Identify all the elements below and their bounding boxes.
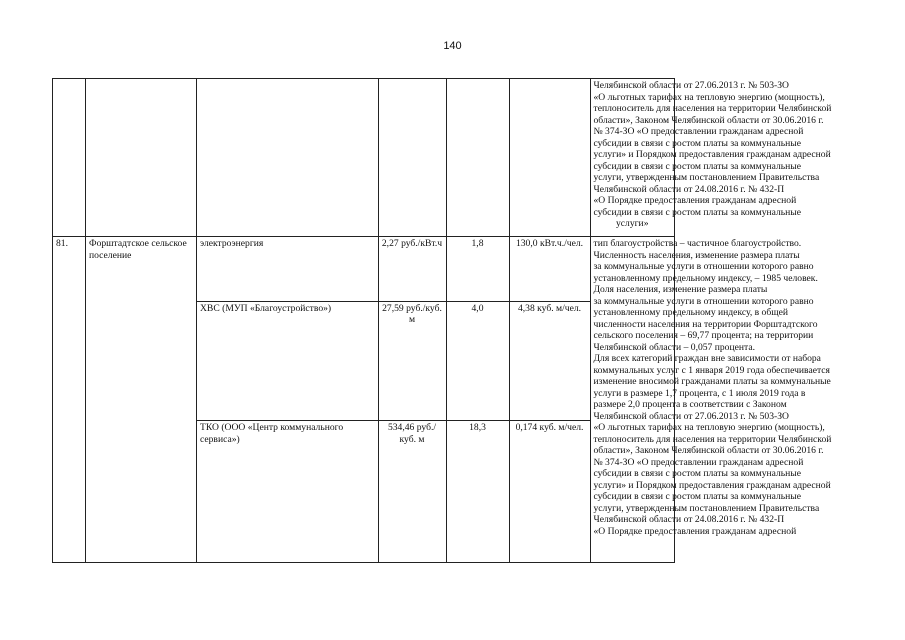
legal-text-line: Для всех категорий граждан вне зависимости от набора (593, 353, 821, 364)
legal-text-line: № 374-ЗО «О предоставлении гражданам адресной (593, 456, 804, 468)
row-number: 81. (53, 237, 86, 563)
services-subtable (197, 237, 832, 562)
legal-text-line: за коммунальные услуги в отношении которого равно (593, 261, 814, 272)
cell-services-empty (197, 79, 832, 237)
legal-text-line: услуги, утвержденным постановлением Правительства (593, 172, 820, 183)
legal-text-line: установленному предельному индексу, в общей (593, 307, 789, 318)
service-percent: 4,0 (446, 301, 509, 420)
legal-text-line: численности населения на территории Форштадтского (593, 318, 818, 330)
legal-text-81 (593, 238, 832, 537)
legal-text-line: Численность населения, изменение размера платы (593, 249, 800, 261)
service-row (197, 237, 674, 301)
service-tariff: 2,27 руб./кВт.ч (378, 237, 446, 301)
service-name: ХВС (МУП «Благоустройство») (197, 301, 378, 420)
page-number: 140 (443, 40, 462, 52)
legal-text-line: тип благоустройства – частичное благоустройство. (593, 238, 802, 249)
service-norm: 130,0 кВт.ч./чел. (509, 237, 590, 301)
service-percent: 1,8 (446, 237, 509, 301)
legal-text-line: сельского поселения – 69,77 процента; на территории (593, 330, 814, 341)
settlement-name: Форштадтское сельское поселение (86, 237, 197, 563)
legal-text-line: услуги, утвержденным постановлением Правительства (593, 502, 820, 514)
legal-text-line: «О льготных тарифах на тепловую энергию (мощность), (593, 422, 825, 433)
cell-services (197, 237, 832, 563)
service-name: электроэнергия (197, 237, 378, 301)
legal-text-line: Челябинской области от 24.08.2016 г. № 432-П (593, 183, 785, 195)
table-row-continuation (53, 79, 854, 237)
legal-text-line: «О Порядке предоставления гражданам адресной (593, 195, 797, 206)
legal-text-line: Доля населения, изменение размера платы (593, 284, 768, 295)
services-subtable-empty (197, 79, 832, 236)
legal-text-line: установленному предельному индексу, – 1985 человек. (593, 272, 818, 284)
legal-text-line: коммунальных услуг с 1 января 2019 года обеспечивается (593, 364, 830, 376)
cell-legal-top (590, 79, 832, 236)
service-norm: 4,38 куб. м/чел. (509, 301, 590, 420)
legal-text-line: услуги» и Порядком предоставления гражданам адресной (593, 479, 831, 491)
service-name: ТКО (ООО «Центр коммунального сервиса») (200, 422, 344, 445)
legal-text-line: № 374-ЗО «О предоставлении гражданам адресной (593, 126, 804, 137)
service-tariff: 27,59 руб./куб. м (378, 301, 446, 420)
legal-text-line: области», Законом Челябинской области от 30.06.2016 г. (593, 445, 824, 456)
legal-text-line: Челябинской области от 27.06.2013 г. № 503-ЗО (593, 80, 789, 91)
legal-text-line: размере 2,0 процента в соответствии с Законом (593, 399, 787, 410)
legal-text-line: Челябинской области от 27.06.2013 г. № 503-ЗО (593, 410, 789, 422)
legal-text-line: субсидии в связи с ростом платы за коммунальные (593, 206, 801, 218)
legal-text-line: услуги» и Порядком предоставления гражданам адресной (593, 149, 831, 160)
legal-text-line: «О Порядке предоставления гражданам адресной (593, 525, 797, 537)
table-row-81 (53, 237, 854, 563)
legal-text-line: «О льготных тарифах на тепловую энергию (мощность), (593, 91, 825, 103)
cell-legal-81 (590, 237, 832, 562)
legal-text-line: теплоноситель для населения на территории Челябинской (593, 103, 832, 114)
tariff-table (52, 78, 854, 563)
legal-text-line: субсидии в связи с ростом платы за коммунальные (593, 468, 801, 479)
legal-text-line: Челябинской области – 0,057 процента. (593, 341, 755, 353)
legal-text-line: за коммунальные услуги в отношении которого равно (593, 295, 814, 307)
legal-text-line: теплоноситель для населения на территории Челябинской (593, 433, 832, 445)
service-percent: 18,3 (446, 421, 509, 562)
legal-text-line: субсидии в связи с ростом платы за коммунальные (593, 137, 801, 149)
cell-number-empty (53, 79, 86, 237)
service-norm: 0,174 куб. м/чел. (509, 421, 590, 562)
service-tariff: 534,46 руб./куб. м (378, 421, 446, 562)
legal-text-line: услуги в размере 1,7 процента, с 1 июля 2019 года в (593, 387, 806, 399)
legal-text-line: услуги» (615, 218, 649, 229)
legal-text-line: субсидии в связи с ростом платы за коммунальные (593, 160, 801, 172)
legal-text-top (593, 80, 832, 230)
legal-text-line: субсидии в связи с ростом платы за коммунальные (593, 491, 801, 502)
legal-text-line: области», Законом Челябинской области от 30.06.2016 г. (593, 114, 824, 126)
cell-settlement-empty (86, 79, 197, 237)
legal-text-line: Челябинской области от 24.08.2016 г. № 432-П (593, 514, 785, 525)
legal-text-line: изменение вносимой гражданами платы за коммунальные (593, 376, 831, 387)
